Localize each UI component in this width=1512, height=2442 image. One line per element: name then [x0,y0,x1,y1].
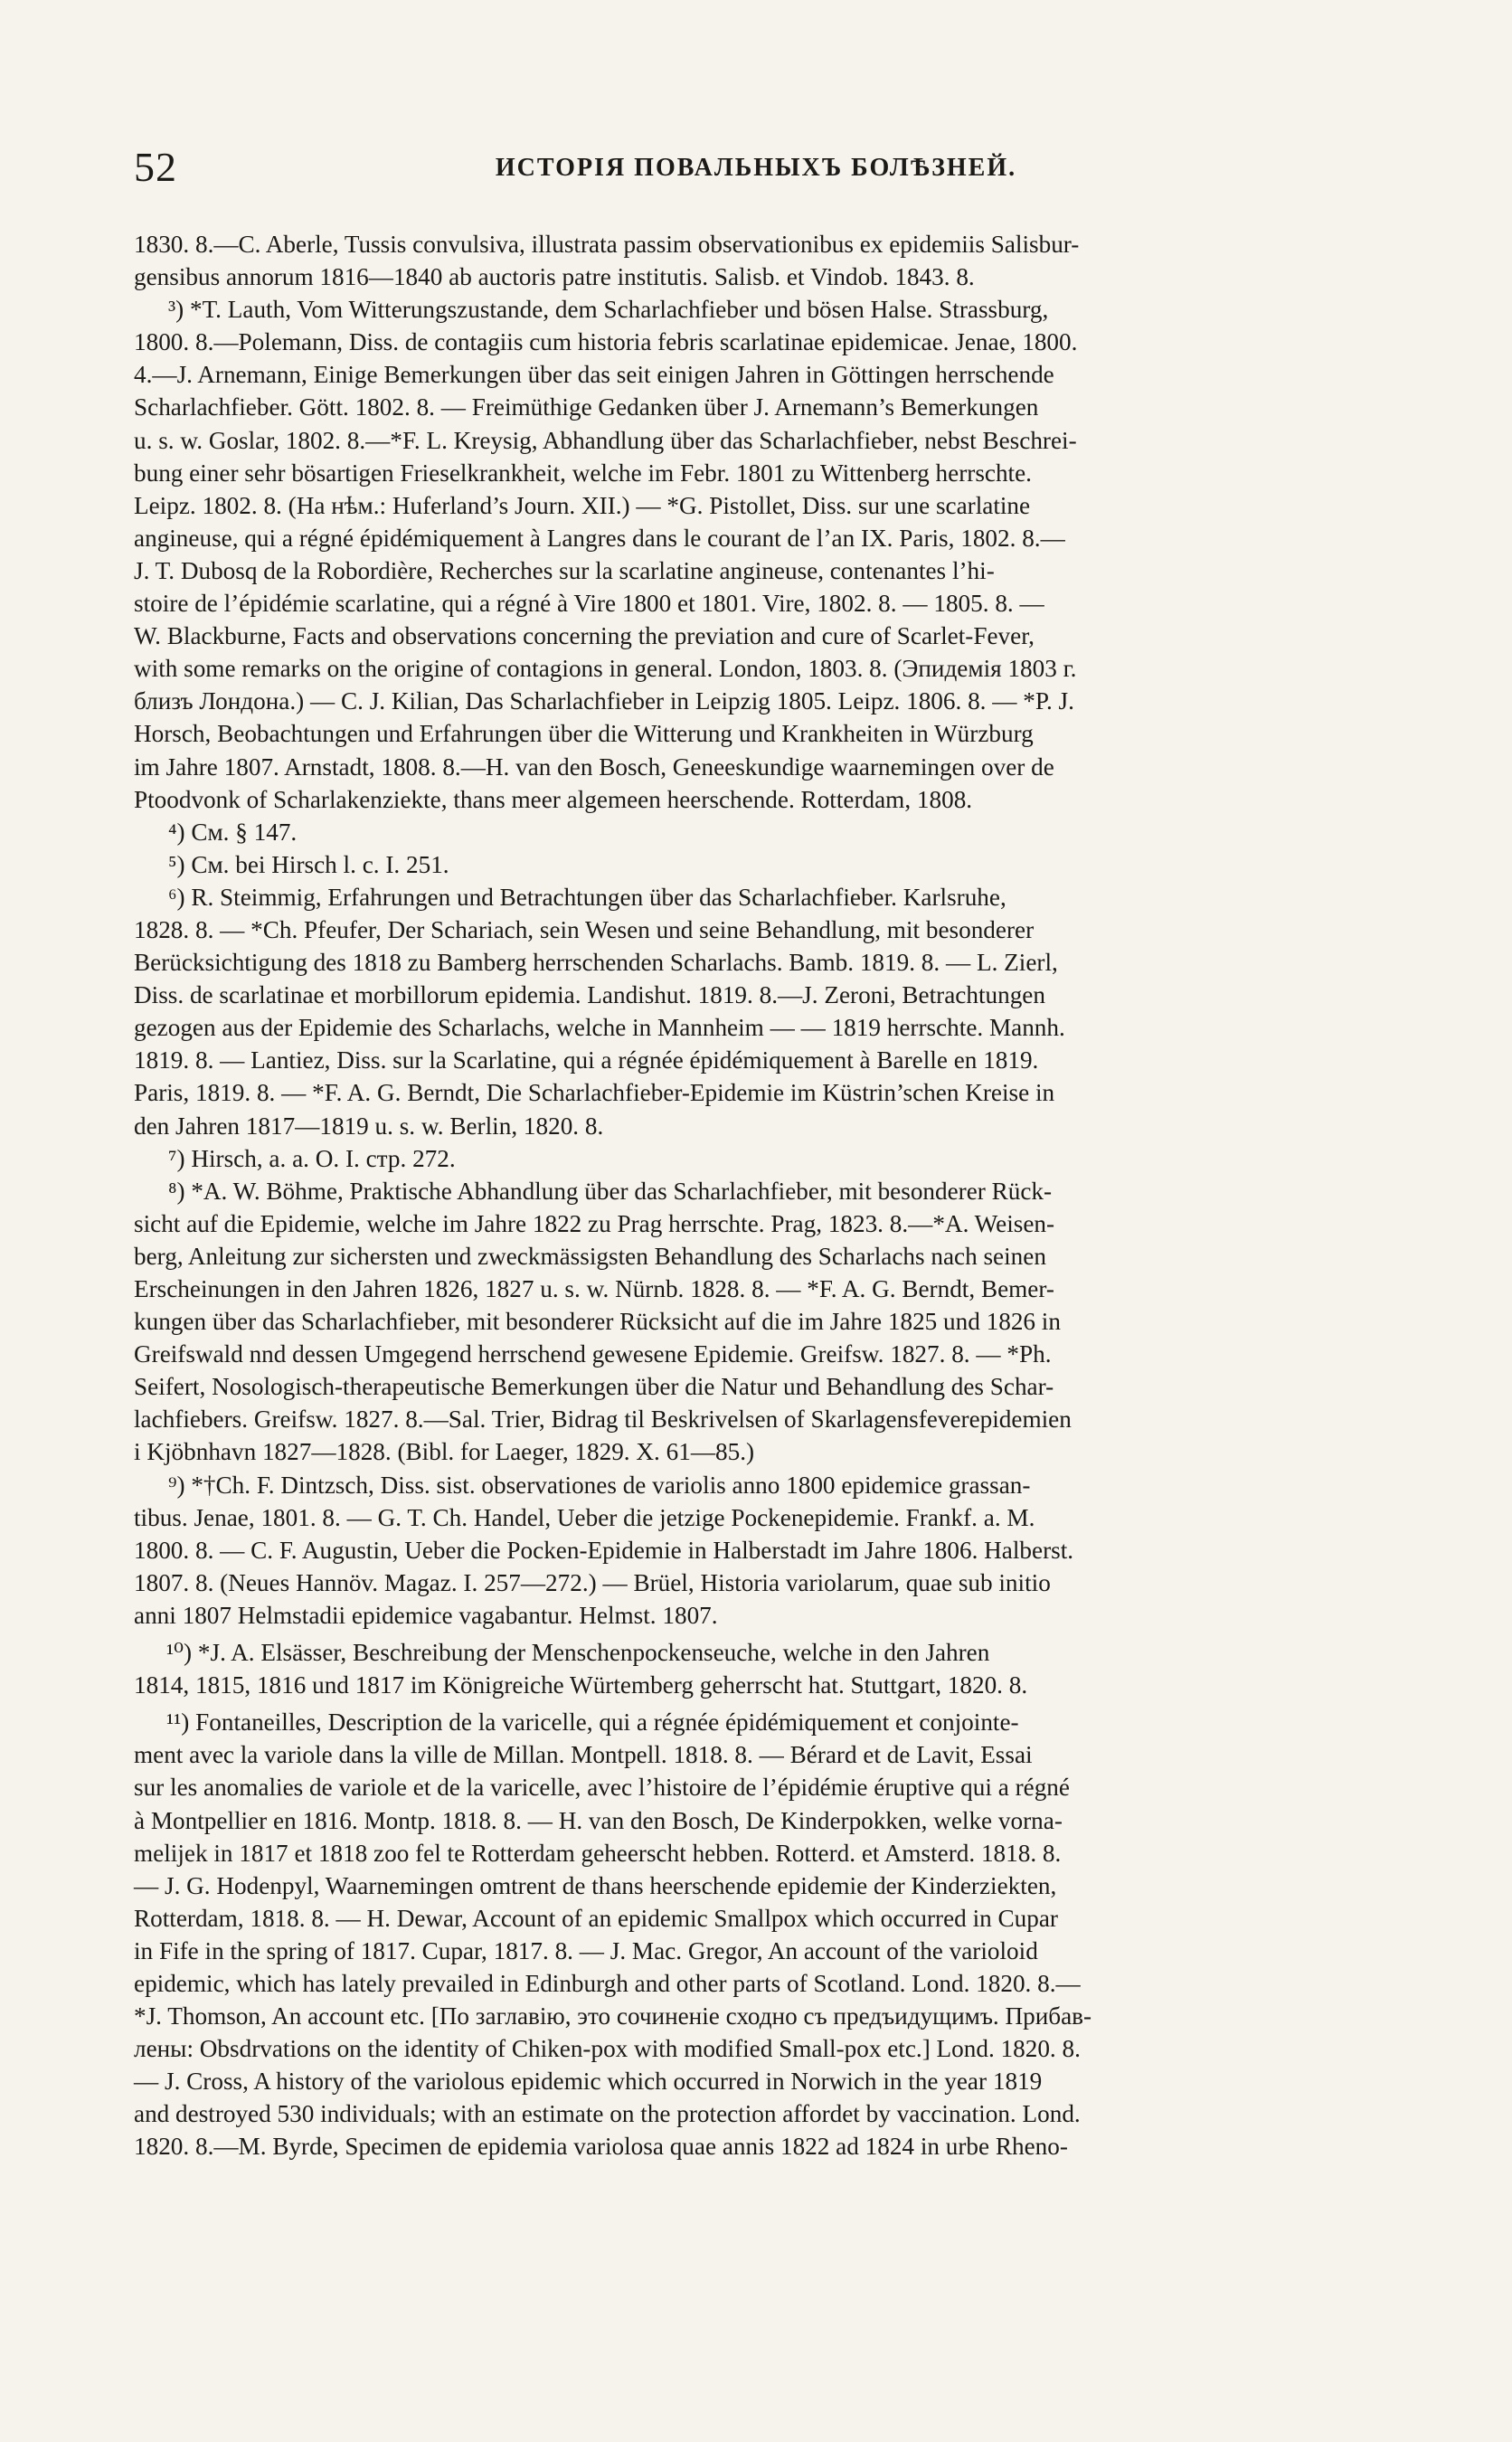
text-line: epidemic, which has lately prevailed in Edinburgh and other parts of Scotland. Lond. 1820. 8.— [134,1969,1081,1997]
footnote-9-start: ⁹) *†Ch. F. Dintzsch, Diss. sist. observationes de variolis anno 1800 epidemice grassan- [168,1471,1031,1499]
text-line: Greifswald nnd dessen Umgegend herrschend gewesene Epidemie. Greifsw. 1827. 8. — *Ph. [134,1340,1052,1368]
text-line: 1830. 8.—C. Aberle, Tussis convulsiva, illustrata passim observationibus ex epidemiis Salisbur- [134,231,1080,258]
footnote-3-start: ³) *T. Lauth, Vom Witterungszustande, dem Scharlachfieber und bösen Halse. Strassburg, [168,296,1049,324]
text-line: à Montpellier en 1816. Montp. 1818. 8. — H. van den Bosch, De Kinderpokken, welke vorna- [134,1806,1063,1834]
text-line: 4.—J. Arnemann, Einige Bemerkungen über das seit einigen Jahren in Göttingen herrschende [134,361,1054,389]
text-line: Horsch, Beobachtungen und Erfahrungen über die Witterung und Krankheiten in Würzburg [134,720,1034,748]
running-title: ИСТОРІЯ ПОВАЛЬНЫХЪ БОЛѢЗНЕЙ. [495,154,1017,182]
footnote-5: ⁵) См. bei Hirsch l. c. I. 251. [168,850,449,878]
text-line: berg, Anleitung zur sichersten und zweckmässigsten Behandlung des Scharlachs nach seinen [134,1242,1046,1270]
text-line: 1828. 8. — *Ch. Pfeufer, Der Schariach, sein Wesen und seine Behandlung, mit besonderer [134,915,1035,943]
page-number: 52 [134,144,177,190]
text-line: Paris, 1819. 8. — *F. A. G. Berndt, Die Scharlachfieber-Epidemie im Küstrin’schen Kreise in [134,1079,1055,1107]
text-line: u. s. w. Goslar, 1802. 8.—*F. L. Kreysig, Abhandlung über das Scharlachfieber, nebst Beschrei- [134,426,1077,454]
footnote-8-start: ⁸) *A. W. Böhme, Praktische Abhandlung über das Scharlachfieber, mit besonderer Rück- [168,1177,1053,1205]
text-line: gensibus annorum 1816—1840 ab auctoris patre institutis. Salisb. et Vindob. 1843. 8. [134,263,975,291]
text-line: in Fife in the spring of 1817. Cupar, 1817. 8. — J. Mac. Gregor, An account of the varioloid [134,1936,1038,1964]
text-line: 1814, 1815, 1816 und 1817 im Königreiche Würtemberg geherrscht hat. Stuttgart, 1820. 8. [134,1671,1028,1699]
text-line: J. T. Dubosq de la Robordière, Recherches sur la scarlatine angineuse, contenantes l’hi- [134,556,995,584]
text-line: i Kjöbnhavn 1827—1828. (Bibl. for Laeger, 1829. X. 61—85.) [134,1438,755,1466]
text-line: — J. G. Hodenpyl, Waarnemingen omtrent de thans heerschende epidemie der Kinderziekten, [134,1871,1057,1899]
text-line: W. Blackburne, Facts and observations concerning the previation and cure of Scarlet-Fever, [134,622,1035,650]
text-line: ment avec la variole dans la ville de Millan. Montpell. 1818. 8. — Bérard et de Lavit, Essai [134,1741,1033,1769]
text-line: Ptoodvonk of Scharlakenziekte, thans meer algemeen heerschende. Rotterdam, 1808. [134,785,973,813]
footnotes-block [134,228,1508,2163]
text-line: den Jahren 1817—1819 u. s. w. Berlin, 1820. 8. [134,1112,604,1140]
text-line: Erscheinungen in den Jahren 1826, 1827 u. s. w. Nürnb. 1828. 8. — *F. A. G. Berndt, Bemer- [134,1275,1054,1302]
text-line: kungen über das Scharlachfieber, mit besonderer Rücksicht auf die im Jahre 1825 und 1826 in [134,1308,1061,1336]
text-line: — J. Cross, A history of the variolous epidemic which occurred in Norwich in the year 1819 [134,2068,1043,2096]
text-line: 1800. 8.—Polemann, Diss. de contagiis cum historia febris scarlatinae epidemicae. Jenae, 1800. [134,328,1078,356]
text-line: sur les anomalies de variole et de la varicelle, avec l’histoire de l’épidémie éruptive qui a régné [134,1774,1070,1802]
text-line: лены: Obsdrvations on the identity of Chiken-pox with modified Small-pox etc.] Lond. 1820. 8. [134,2035,1081,2063]
text-line: bung einer sehr bösartigen Frieselkrankheit, welche im Febr. 1801 zu Wittenberg herrschte. [134,459,1032,487]
footnote-4: ⁴) См. § 147. [168,818,298,846]
text-line: 1820. 8.—M. Byrde, Specimen de epidemia variolosa quae annis 1822 ad 1824 in urbe Rheno- [134,2133,1068,2161]
footnote-7: ⁷) Hirsch, a. a. O. I. стр. 272. [168,1144,456,1172]
text-line: and destroyed 530 individuals; with an estimate on the protection affordet by vaccination. Lond. [134,2100,1081,2128]
page-header [0,145,1512,199]
text-line: Leipz. 1802. 8. (На нѣм.: Huferland’s Journ. XII.) — *G. Pistollet, Diss. sur une scarlatine [134,491,1031,519]
text-line: Rotterdam, 1818. 8. — H. Dewar, Account of an epidemic Smallpox which occurred in Cupar [134,1904,1058,1932]
footnote-10-start: ¹⁰) *J. A. Elsässer, Beschreibung der Menschenpockenseuche, welche in den Jahren [166,1639,990,1667]
text-line: близъ Лондона.) — C. J. Kilian, Das Scharlachfieber in Leipzig 1805. Leipz. 1806. 8. — *P. J. [134,687,1074,715]
footnote-6-start: ⁶) R. Steimmig, Erfahrungen und Betrachtungen über das Scharlachfieber. Karlsruhe, [168,883,1006,911]
text-line: sicht auf die Epidemie, welche im Jahre 1822 zu Prag herrschte. Prag, 1823. 8.—*A. Weisen- [134,1209,1055,1237]
text-line: stoire de l’épidémie scarlatine, qui a régné à Vire 1800 et 1801. Vire, 1802. 8. — 1805. 8. — [134,590,1044,618]
text-line: melijek in 1817 et 1818 zoo fel te Rotterdam geheerscht hebben. Rotterd. et Amsterd. 1818. 8. [134,1839,1062,1867]
text-line: lachfiebers. Greifsw. 1827. 8.—Sal. Trier, Bidrag til Beskrivelsen of Skarlagensfeverepidemien [134,1406,1072,1434]
text-line: 1807. 8. (Neues Hannöv. Magaz. I. 257—272.) — Brüel, Historia variolarum, quae sub initio [134,1568,1051,1596]
text-line: *J. Thomson, An account etc. [По заглавію, это сочиненіе сходно съ предъидущимъ. Прибав- [134,2002,1092,2030]
text-line: Scharlachfieber. Gött. 1802. 8. — Freimüthige Gedanken über J. Arnemann’s Bemerkungen [134,393,1039,421]
text-line: Diss. de scarlatinae et morbillorum epidemia. Landishut. 1819. 8.—J. Zeroni, Betrachtungen [134,981,1045,1009]
text-line: gezogen aus der Epidemie des Scharlachs, welche in Mannheim — — 1819 herrschte. Mannh. [134,1014,1065,1042]
text-line: Seifert, Nosologisch-therapeutische Bemerkungen über die Natur und Behandlung des Schar- [134,1373,1054,1401]
text-line: im Jahre 1807. Arnstadt, 1808. 8.—H. van den Bosch, Geneeskundige waarnemingen over de [134,752,1054,781]
text-line: with some remarks on the origine of contagions in general. London, 1803. 8. (Эпидемія 1803 г. [134,655,1077,683]
text-line: Berücksichtigung des 1818 zu Bamberg herrschenden Scharlachs. Bamb. 1819. 8. — L. Zierl, [134,949,1058,977]
text-line: tibus. Jenae, 1801. 8. — G. T. Ch. Handel, Ueber die jetzige Pockenepidemie. Frankf. a. M. [134,1503,1035,1531]
text-line: anni 1807 Helmstadii epidemice vagabantur. Helmst. 1807. [134,1601,718,1629]
text-line: angineuse, qui a régné épidémiquement à Langres dans le courant de l’an IX. Paris, 1802. 8.— [134,524,1065,552]
text-line: 1800. 8. — C. F. Augustin, Ueber die Pocken-Epidemie in Halberstadt im Jahre 1806. Halberst. [134,1536,1074,1564]
footnote-11-start: ¹¹) Fontaneilles, Description de la varicelle, qui a régnée épidémiquement et conjointe- [166,1708,1019,1737]
text-line: 1819. 8. — Lantiez, Diss. sur la Scarlatine, qui a régnée épidémiquement à Barelle en 1819. [134,1046,1039,1074]
